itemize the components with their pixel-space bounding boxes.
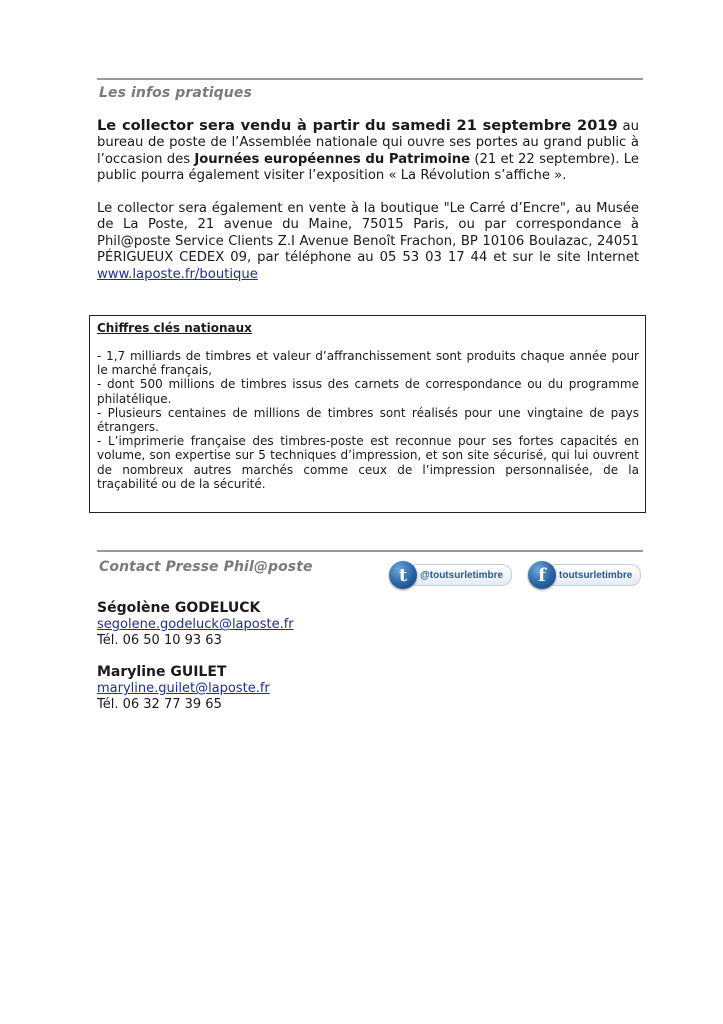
key-figures-box (89, 315, 646, 513)
section-title-practical: Les infos pratiques (99, 85, 252, 101)
paragraph-sale-info (97, 118, 639, 185)
key-figure-item: - dont 500 millions de timbres issus des carnets de correspondance ou du programme philatélique. (97, 377, 639, 406)
contact-email[interactable]: maryline.guilet@laposte.fr (97, 681, 270, 696)
contact-phone: Tél. 06 50 10 93 63 (97, 633, 222, 648)
twitter-icon: t (389, 561, 417, 589)
section-divider-press (97, 550, 643, 552)
key-figure-item: - 1,7 milliards de timbres et valeur d’affranchissement sont produits chaque année pour le marché français, (97, 349, 639, 378)
press-contact (97, 600, 294, 649)
contact-email[interactable]: segolene.godeluck@laposte.fr (97, 617, 294, 632)
paragraph-shop-info (97, 201, 639, 283)
twitter-badge[interactable] (389, 559, 512, 591)
key-figure-item: - Plusieurs centaines de millions de timbres sont réalisés pour une vingtaine de pays étrangers. (97, 405, 639, 435)
section-title-press: Contact Presse Phil@poste (99, 559, 313, 575)
sale-text-a: au bureau de poste de l’Assemblée nationale qui ouvre ses portes au grand public à l’occasion des (97, 119, 639, 167)
press-contact (97, 664, 270, 713)
key-figures-title: Chiffres clés nationaux (97, 321, 252, 335)
heritage-days: Journées européennes du Patrimoine (194, 151, 471, 167)
contact-name: Ségolène GODELUCK (97, 600, 261, 616)
shop-text: Le collector sera également en vente à la boutique "Le Carré d’Encre", au Musée de La Poste, 21 avenue du Maine, 75015 Paris, ou par correspondance à Phil@poste Service Clients Z.I Avenue Benoît Frachon, BP 10106 Boulazac, 24051 PÉRIGUEUX CEDEX 09, par téléphone au 05 53 03 17 44 et sur le site Internet (97, 201, 639, 266)
facebook-icon: f (528, 561, 556, 589)
twitter-handle: @toutsurletimbre (407, 564, 512, 586)
contact-phone: Tél. 06 32 77 39 65 (97, 697, 222, 712)
sale-text-b: (21 et 22 septembre). Le public pourra également visiter l’exposition « La Révolution s’affiche ». (97, 151, 639, 184)
key-figure-item: - L’imprimerie française des timbres-poste est reconnue pour ses fortes capacités en volume, son expertise sur 5 techniques d’impression, et son site sécurisé, qui lui ouvrent de nombreux autres marchés comme ceux de l’impression personnalisée, de la traçabilité ou de la sécurité. (97, 434, 639, 491)
sale-date-lead: Le collector sera vendu à partir du samedi 21 septembre 2019 (97, 117, 618, 134)
section-divider-practical (97, 78, 643, 80)
facebook-handle: toutsurletimbre (546, 564, 641, 586)
contact-name: Maryline GUILET (97, 664, 227, 680)
boutique-link[interactable]: www.laposte.fr/boutique (97, 266, 258, 282)
facebook-badge[interactable] (528, 559, 641, 591)
